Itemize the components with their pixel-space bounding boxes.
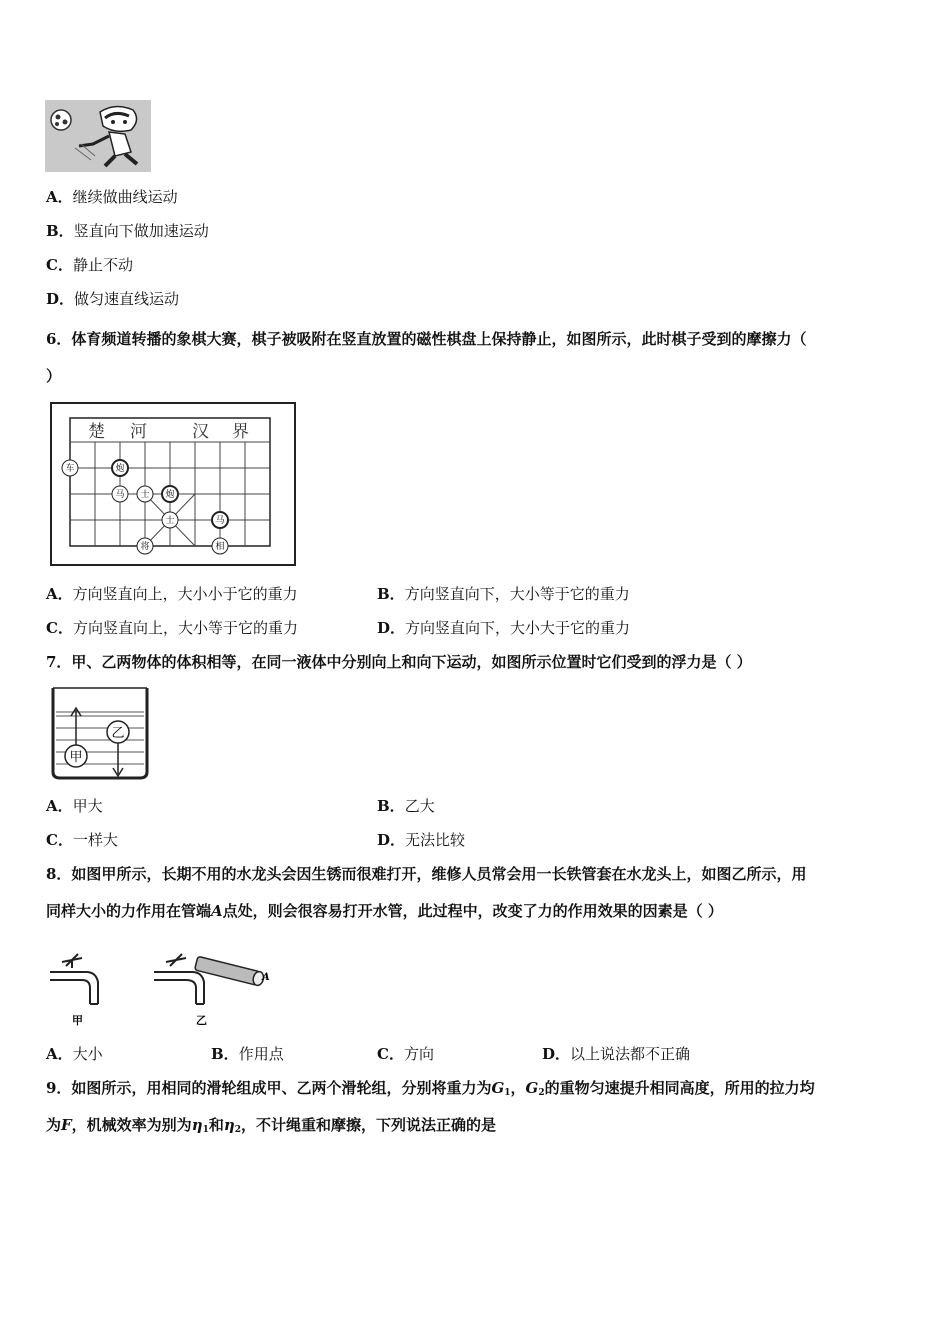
- option-label: B．: [211, 1045, 239, 1063]
- sub-1: 1: [202, 1125, 209, 1135]
- option-label: B．: [377, 585, 405, 603]
- option-b[interactable]: [46, 220, 209, 241]
- question-6-stem-end: ）: [46, 367, 62, 385]
- board-title-han: 汉: [192, 422, 209, 442]
- option-text: 作用点: [238, 1045, 284, 1063]
- option-label: D．: [377, 619, 406, 637]
- stem-text: ，机械效率为别为: [71, 1116, 192, 1134]
- piece-xiang: 相: [215, 542, 225, 552]
- option-b[interactable]: [211, 1043, 284, 1064]
- stem-text: 的重物匀速提升相同高度，所用的拉力均: [544, 1079, 815, 1097]
- option-d[interactable]: [377, 829, 465, 850]
- question-6-stem: 6．体育频道转播的象棋大赛，棋子被吸附在竖直放置的磁性棋盘上保持静止，如图所示，此时棋子受到的摩擦力（: [46, 330, 807, 348]
- point-a-var: A: [211, 902, 223, 920]
- option-label: C．: [46, 619, 73, 637]
- option-b[interactable]: [377, 583, 630, 604]
- fig-label-yi: 乙: [196, 1014, 207, 1027]
- option-text: 大小: [72, 1045, 103, 1063]
- board-title-chu: 楚: [88, 422, 105, 442]
- object-jia-label: 甲: [69, 750, 83, 765]
- option-c[interactable]: [46, 254, 133, 275]
- option-text: 方向竖直向上，大小等于它的重力: [72, 619, 298, 637]
- fig-label-jia: 甲: [72, 1014, 83, 1027]
- piece-ma-2: 马: [215, 516, 225, 526]
- board-title-he: 河: [130, 422, 147, 442]
- separator: ，: [510, 1079, 526, 1097]
- stem-text: 为: [46, 1116, 62, 1134]
- option-label: D．: [46, 290, 75, 308]
- option-text: 方向: [403, 1045, 434, 1063]
- stem-text: 点处，则会很容易打开水管，此过程中，改变了力的作用效果的因素是（ ）: [222, 902, 723, 920]
- stem-text: ，不计绳重和摩擦，下列说法正确的是: [241, 1116, 497, 1134]
- option-label: D．: [542, 1045, 571, 1063]
- option-text: 乙大: [404, 797, 435, 815]
- piece-shi: 士: [140, 490, 150, 500]
- option-label: C．: [377, 1045, 404, 1063]
- option-label: C．: [46, 831, 73, 849]
- object-yi-label: 乙: [111, 726, 125, 741]
- option-text: 继续做曲线运动: [72, 188, 178, 206]
- piece-che: 车: [65, 464, 75, 474]
- option-c[interactable]: [46, 829, 118, 850]
- option-text: 方向竖直向下，大小大于它的重力: [405, 619, 631, 637]
- piece-pao-2: 炮: [165, 490, 175, 500]
- var-eta1: η: [191, 1116, 203, 1134]
- stem-text: 同样大小的力作用在管端: [46, 902, 212, 920]
- board-title-jie: 界: [232, 422, 249, 442]
- option-label: B．: [377, 797, 405, 815]
- option-d[interactable]: [46, 288, 179, 309]
- option-text: 无法比较: [405, 831, 466, 849]
- option-label: A．: [46, 585, 73, 603]
- stem-text: 9．如图所示，用相同的滑轮组成甲、乙两个滑轮组，分别将重力为: [46, 1079, 492, 1097]
- fig-label-a: A: [262, 972, 270, 983]
- option-b[interactable]: [377, 795, 435, 816]
- question-8-stem: 8．如图甲所示，长期不用的水龙头会因生锈而很难打开，维修人员常会用一长铁管套在水龙头上，如图乙所示，用: [46, 865, 807, 883]
- beaker-figure: [50, 686, 150, 780]
- option-text: 方向竖直向下，大小等于它的重力: [404, 585, 630, 603]
- option-c[interactable]: [46, 617, 298, 638]
- option-a[interactable]: [46, 1043, 103, 1064]
- question-9-stem-line1: [46, 1077, 815, 1098]
- option-d[interactable]: [542, 1043, 690, 1064]
- option-label: A．: [46, 188, 73, 206]
- var-eta2: η: [223, 1116, 235, 1134]
- question-9-stem-line2: [46, 1114, 496, 1135]
- option-label: C．: [46, 256, 73, 274]
- option-text: 一样大: [72, 831, 118, 849]
- option-text: 做匀速直线运动: [74, 290, 180, 308]
- question-7-stem: 7．甲、乙两物体的体积相等，在同一液体中分别向上和向下运动，如图所示位置时它们受到的浮力是（ ）: [46, 653, 752, 671]
- option-label: D．: [377, 831, 406, 849]
- piece-ma: 马: [115, 490, 125, 500]
- faucet-figure: [46, 944, 276, 1030]
- question-8-stem-line2: [46, 900, 723, 921]
- piece-shi-2: 士: [165, 516, 175, 526]
- option-label: A．: [46, 797, 73, 815]
- option-a[interactable]: [46, 186, 178, 207]
- mascot-figure: [45, 100, 151, 172]
- option-text: 甲大: [72, 797, 103, 815]
- piece-jiang: 将: [140, 542, 150, 552]
- option-label: A．: [46, 1045, 73, 1063]
- sub-2: 2: [234, 1125, 242, 1135]
- chessboard-figure: [50, 402, 296, 566]
- option-text: 以上说法都不正确: [570, 1045, 691, 1063]
- option-text: 竖直向下做加速运动: [73, 222, 209, 240]
- var-g1: G: [491, 1079, 505, 1097]
- option-c[interactable]: [377, 1043, 434, 1064]
- option-a[interactable]: [46, 795, 103, 816]
- var-f: F: [61, 1116, 72, 1134]
- piece-pao: 炮: [115, 464, 125, 474]
- sub-2: 2: [538, 1088, 545, 1098]
- option-d[interactable]: [377, 617, 630, 638]
- option-label: B．: [46, 222, 74, 240]
- var-g2: G: [525, 1079, 539, 1097]
- stem-text: 和: [208, 1116, 224, 1134]
- sub-1: 1: [504, 1088, 511, 1098]
- option-a[interactable]: [46, 583, 298, 604]
- option-text: 方向竖直向上，大小小于它的重力: [72, 585, 298, 603]
- option-text: 静止不动: [72, 256, 133, 274]
